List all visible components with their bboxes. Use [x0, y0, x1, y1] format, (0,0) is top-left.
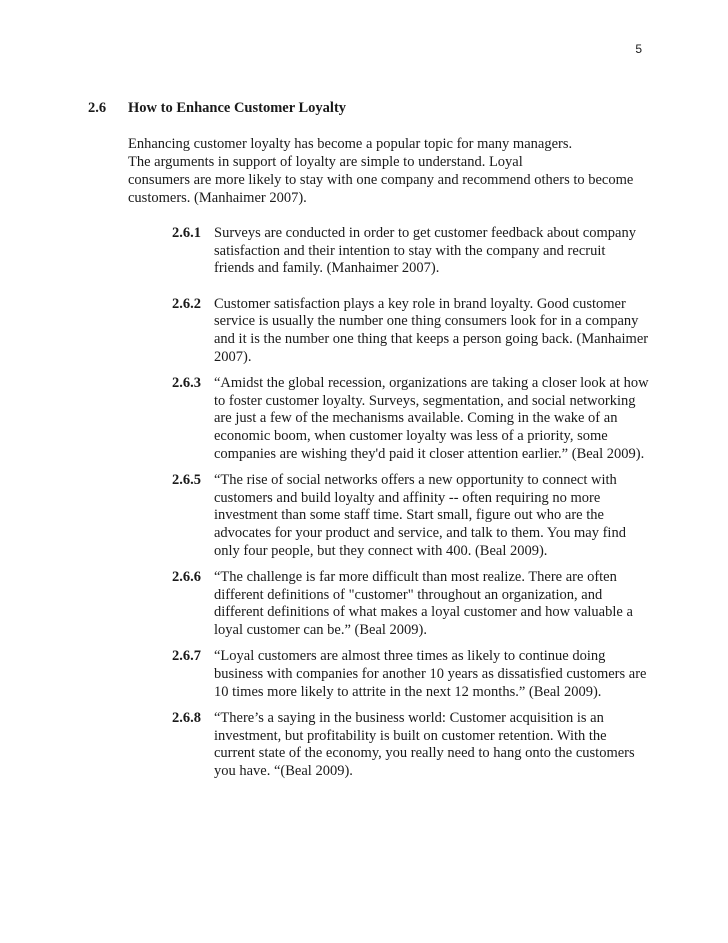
subsection-item-2-6-3 [172, 375, 648, 463]
text-line: Customer satisfaction plays a key role in brand loyalty. Good customer [214, 295, 626, 312]
section-heading [88, 99, 648, 117]
text-line: “The rise of social networks offers a new opportunity to connect with [214, 472, 617, 489]
subsection-number: 2.6.6 [172, 569, 201, 586]
section-number: 2.6 [88, 100, 107, 116]
subsection-list [172, 225, 648, 781]
text-line: service is usually the number one thing consumers look for in a company [214, 313, 639, 330]
subsection-number: 2.6.1 [172, 225, 201, 241]
intro-line: customers. (Manhaimer 2007). [128, 190, 307, 206]
text-line: customers and build loyalty and affinity -- often requiring no more [214, 489, 601, 506]
text-line: “Amidst the global recession, organizations are taking a closer look at how [214, 375, 649, 392]
text-line: loyal customer can be.” (Beal 2009). [214, 621, 427, 638]
text-line: 10 times more likely to attrite in the next 12 months.” (Beal 2009). [214, 683, 602, 700]
text-line: are just a few of the mechanisms available. Coming in the wake of an [214, 410, 618, 427]
subsection-text [214, 225, 646, 278]
text-line: Surveys are conducted in order to get customer feedback about company [214, 225, 636, 241]
text-line: only four people, but they connect with 400. (Beal 2009). [214, 542, 548, 559]
subsection-text [214, 295, 649, 366]
subsection-number: 2.6.8 [172, 710, 201, 727]
intro-line: consumers are more likely to stay with one company and recommend others to become [128, 172, 634, 188]
subsection-item-2-6-2 [172, 296, 648, 366]
subsection-text [214, 569, 646, 639]
page-number: 5 [635, 42, 642, 56]
text-line: companies are wishing they'd paid it closer attention earlier.” (Beal 2009). [214, 445, 645, 462]
text-line: to foster customer loyalty. Surveys, segmentation, and social networking [214, 392, 636, 409]
subsection-number: 2.6.2 [172, 295, 201, 312]
subsection-number: 2.6.3 [172, 375, 201, 392]
text-line: investment, but profitability is built on customer retention. With the [214, 727, 607, 744]
subsection-text [214, 710, 646, 780]
subsection-number: 2.6.7 [172, 648, 201, 665]
text-line: 2007). [214, 348, 252, 365]
subsection-number: 2.6.5 [172, 472, 201, 489]
text-line: “The challenge is far more difficult than most realize. There are often [214, 569, 617, 586]
intro-line: The arguments in support of loyalty are simple to understand. Loyal [128, 154, 523, 170]
section-2-6 [88, 99, 648, 781]
text-line: current state of the economy, you really need to hang onto the customers [214, 745, 635, 762]
text-line: different definitions of what makes a loyal customer and how valuable a [214, 604, 633, 621]
subsection-text [214, 648, 646, 701]
text-line: satisfaction and their intention to stay with the company and recruit [214, 242, 606, 259]
subsection-item-2-6-5 [172, 472, 648, 560]
subsection-text [214, 472, 646, 560]
text-line: economic boom, when customer loyalty was less of a priority, some [214, 427, 608, 444]
text-line: friends and family. (Manhaimer 2007). [214, 260, 440, 277]
text-line: business with companies for another 10 years as dissatisfied customers are [214, 666, 647, 683]
subsection-text [214, 375, 649, 463]
subsection-item-2-6-7 [172, 648, 648, 701]
subsection-item-2-6-1 [172, 225, 648, 278]
intro-paragraph [128, 135, 648, 207]
text-line: different definitions of "customer" throughout an organization, and [214, 586, 603, 603]
subsection-item-2-6-8 [172, 710, 648, 780]
text-line: investment than some staff time. Start small, figure out who are the [214, 507, 604, 524]
text-line: advocates for your product and service, and talk to them. You may find [214, 524, 626, 541]
subsection-item-2-6-6 [172, 569, 648, 639]
section-title: How to Enhance Customer Loyalty [128, 100, 347, 116]
intro-line: Enhancing customer loyalty has become a popular topic for many managers. [128, 136, 573, 152]
text-line: you have. “(Beal 2009). [214, 763, 353, 780]
text-line: “Loyal customers are almost three times as likely to continue doing [214, 648, 606, 665]
text-line: “There’s a saying in the business world: Customer acquisition is an [214, 710, 604, 727]
text-line: and it is the number one thing that keeps a person going back. (Manhaimer [214, 330, 649, 347]
